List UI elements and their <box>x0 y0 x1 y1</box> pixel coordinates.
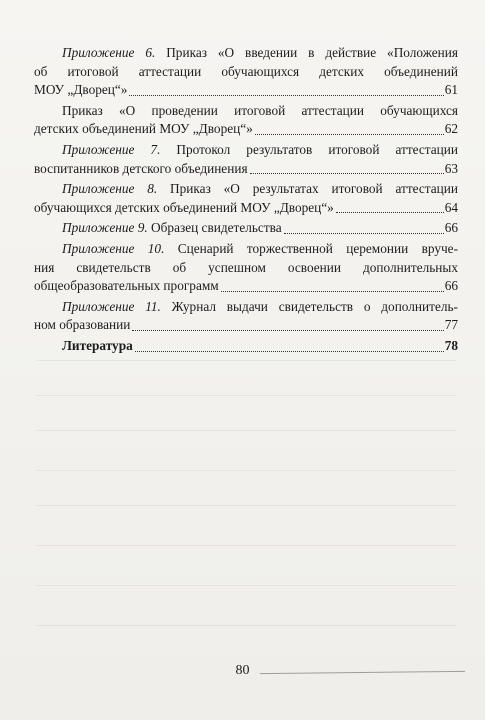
bleed-through-line <box>36 430 456 431</box>
dot-leader <box>284 232 444 234</box>
page-ref: 66 <box>444 278 458 294</box>
dot-leader <box>221 290 444 292</box>
page-ref: 64 <box>444 199 458 215</box>
dot-leader <box>129 94 443 96</box>
entry-title: Приказ «О проведении итоговой аттестации обучающихся <box>62 102 458 118</box>
bleed-through-line <box>36 470 456 471</box>
toc-entry <box>34 141 458 178</box>
appendix-label: Приложение 11. <box>62 298 161 314</box>
entry-title: Журнал выдачи свидетельств о дополнитель- <box>171 298 458 314</box>
toc-entry <box>34 102 458 139</box>
page-number: 80 <box>235 663 250 678</box>
entry-title-continued: воспитанников детского объединения <box>34 160 248 176</box>
page-ref: 66 <box>444 220 458 236</box>
toc-entry <box>34 180 458 217</box>
dot-leader <box>132 329 443 331</box>
toc-entry <box>34 240 458 296</box>
page-ref: 78 <box>444 337 458 353</box>
dot-leader <box>336 211 444 213</box>
entry-title-continued: ния свидетельств об успешном освоении дополнительных <box>34 259 458 275</box>
bleed-through-line <box>36 545 456 546</box>
appendix-label: Приложение 6. <box>62 45 156 60</box>
page-ref: 61 <box>444 82 458 98</box>
dot-leader <box>250 172 444 174</box>
appendix-label: Приложение 8. <box>62 181 158 197</box>
toc-entry <box>34 219 458 238</box>
toc-entry <box>34 298 458 335</box>
toc-entry <box>34 44 458 100</box>
entry-title: Сценарий торжественной церемонии вруче- <box>177 240 458 256</box>
entry-title-continued: общеобразовательных программ <box>34 278 219 294</box>
bleed-through-line <box>36 505 456 506</box>
literature-heading: Литература <box>62 337 133 353</box>
page-ref: 62 <box>444 121 458 137</box>
page-ref: 77 <box>444 317 458 333</box>
entry-title-continued: ном образовании <box>34 317 131 333</box>
entry-title: Приказ «О результатах итоговой аттестации <box>170 181 459 197</box>
bleed-through-line <box>36 395 456 396</box>
entry-title-continued: обучающихся детских объединений МОУ „Дворец“» <box>34 199 334 215</box>
entry-title: Протокол результатов итоговой аттестации <box>176 141 458 157</box>
dot-leader <box>255 133 444 135</box>
toc-entry <box>34 337 458 356</box>
appendix-label: Приложение 7. <box>62 141 161 157</box>
entry-title-continued: детских объединений МОУ „Дворец“» <box>34 121 253 137</box>
entry-title: Приказ «О введении в действие «Положения <box>166 45 458 60</box>
bleed-through-line <box>36 360 456 361</box>
dot-leader <box>135 350 444 352</box>
page-ref: 63 <box>444 160 458 176</box>
entry-title-continued: МОУ „Дворец“» <box>34 82 128 98</box>
appendix-label: Приложение 10. <box>62 240 165 256</box>
bleed-through-line <box>36 585 456 586</box>
appendix-label: Приложение 9. <box>62 220 148 236</box>
table-of-contents <box>34 44 458 356</box>
entry-title-continued: об итоговой аттестации обучающихся детских объединений <box>34 63 458 79</box>
bleed-through-line <box>36 625 456 626</box>
entry-title: Образец свидетельства <box>151 220 282 236</box>
